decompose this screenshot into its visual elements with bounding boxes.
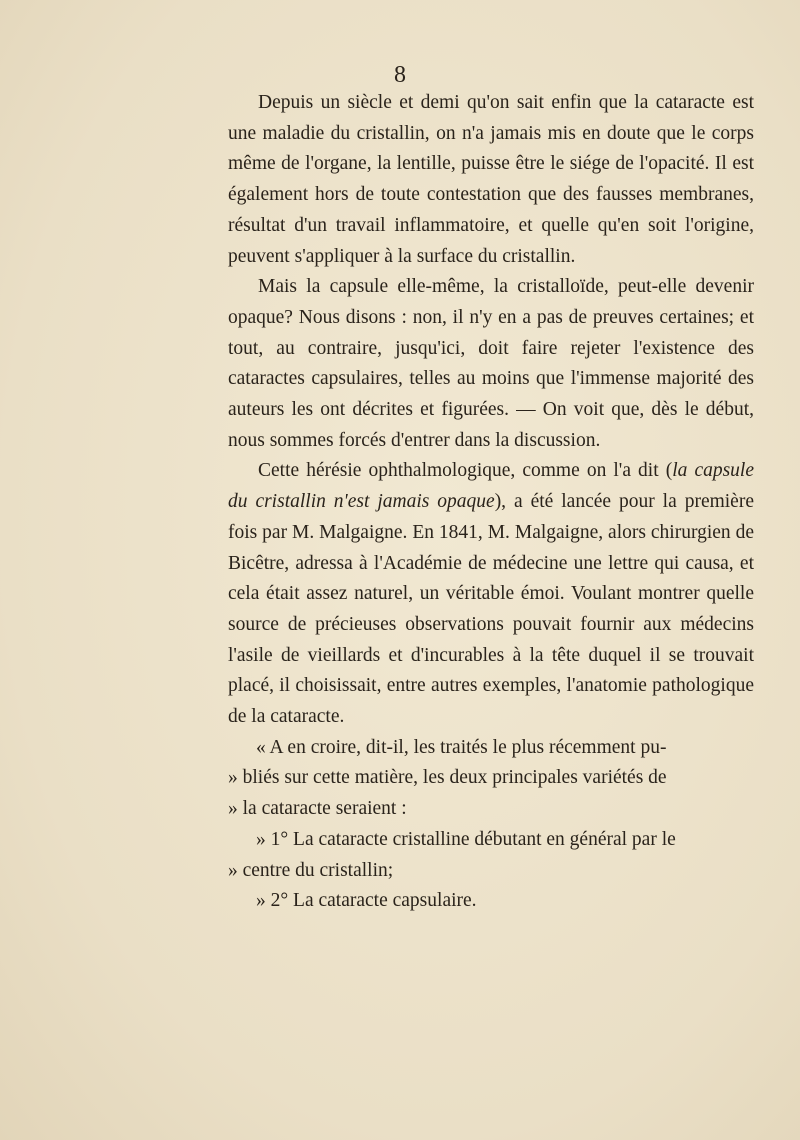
- paragraph-3-italic-citation: la capsule du cristallin n'est jamais opaque: [228, 460, 755, 513]
- body-text: [228, 88, 754, 917]
- quote-line: « A en croire, dit-il, les traités le plus récemment pu-: [256, 736, 667, 758]
- quotation-block: [228, 733, 754, 917]
- page-number: 8: [394, 62, 406, 88]
- quote-list-item-1: » 1° La cataracte cristalline débutant en général par le: [256, 828, 676, 850]
- quote-list-item-2: » 2° La cataracte capsulaire.: [256, 890, 477, 912]
- paragraph-3: [228, 456, 754, 732]
- paragraph-1: Depuis un siècle et demi qu'on sait enfin que la cataracte est une maladie du cristallin, on n'a jamais mis en doute que le corps même de l'organe, la lentille, puisse être le siége de l'opacité. Il est également hors de toute contestation que des fausses membranes, résultat d'un travail inflammatoire, et quelle qu'en soit l'origine, peuvent s'appliquer à la surface du cristallin.: [228, 92, 754, 267]
- quote-line: » centre du cristallin;: [228, 859, 394, 881]
- paragraph-3-rest: ), a été lancée pour la première fois par M. Malgaigne. En 1841, M. Malgaigne, alors chirurgien de Bicêtre, adressa à l'Académie de médecine une lettre qui causa, et cela était assez naturel, un véritable émoi. Voulant montrer quelle source de précieuses observations pouvait fournir aux médecins l'asile de vieillards et d'incurables à la tête duquel il se trouvait placé, il choisissait, entre autres exemples, l'anatomie pathologique de la cataracte.: [228, 491, 754, 728]
- paragraph-3-lead: Cette hérésie ophthalmologique, comme on l'a dit (: [258, 460, 673, 482]
- paragraph-2: Mais la capsule elle-même, la cristalloïde, peut-elle devenir opaque? Nous disons : non, il n'y en a pas de preuves certaines; et tout, au contraire, jusqu'ici, doit faire rejeter l'existence des cataractes capsulaires, telles au moins que l'immense majorité des auteurs les ont décrites et figurées. — On voit que, dès le début, nous sommes forcés d'entrer dans la discussion.: [228, 276, 754, 451]
- quote-line: » bliés sur cette matière, les deux principales variétés de: [228, 767, 667, 789]
- quote-line: » la cataracte seraient :: [228, 798, 407, 820]
